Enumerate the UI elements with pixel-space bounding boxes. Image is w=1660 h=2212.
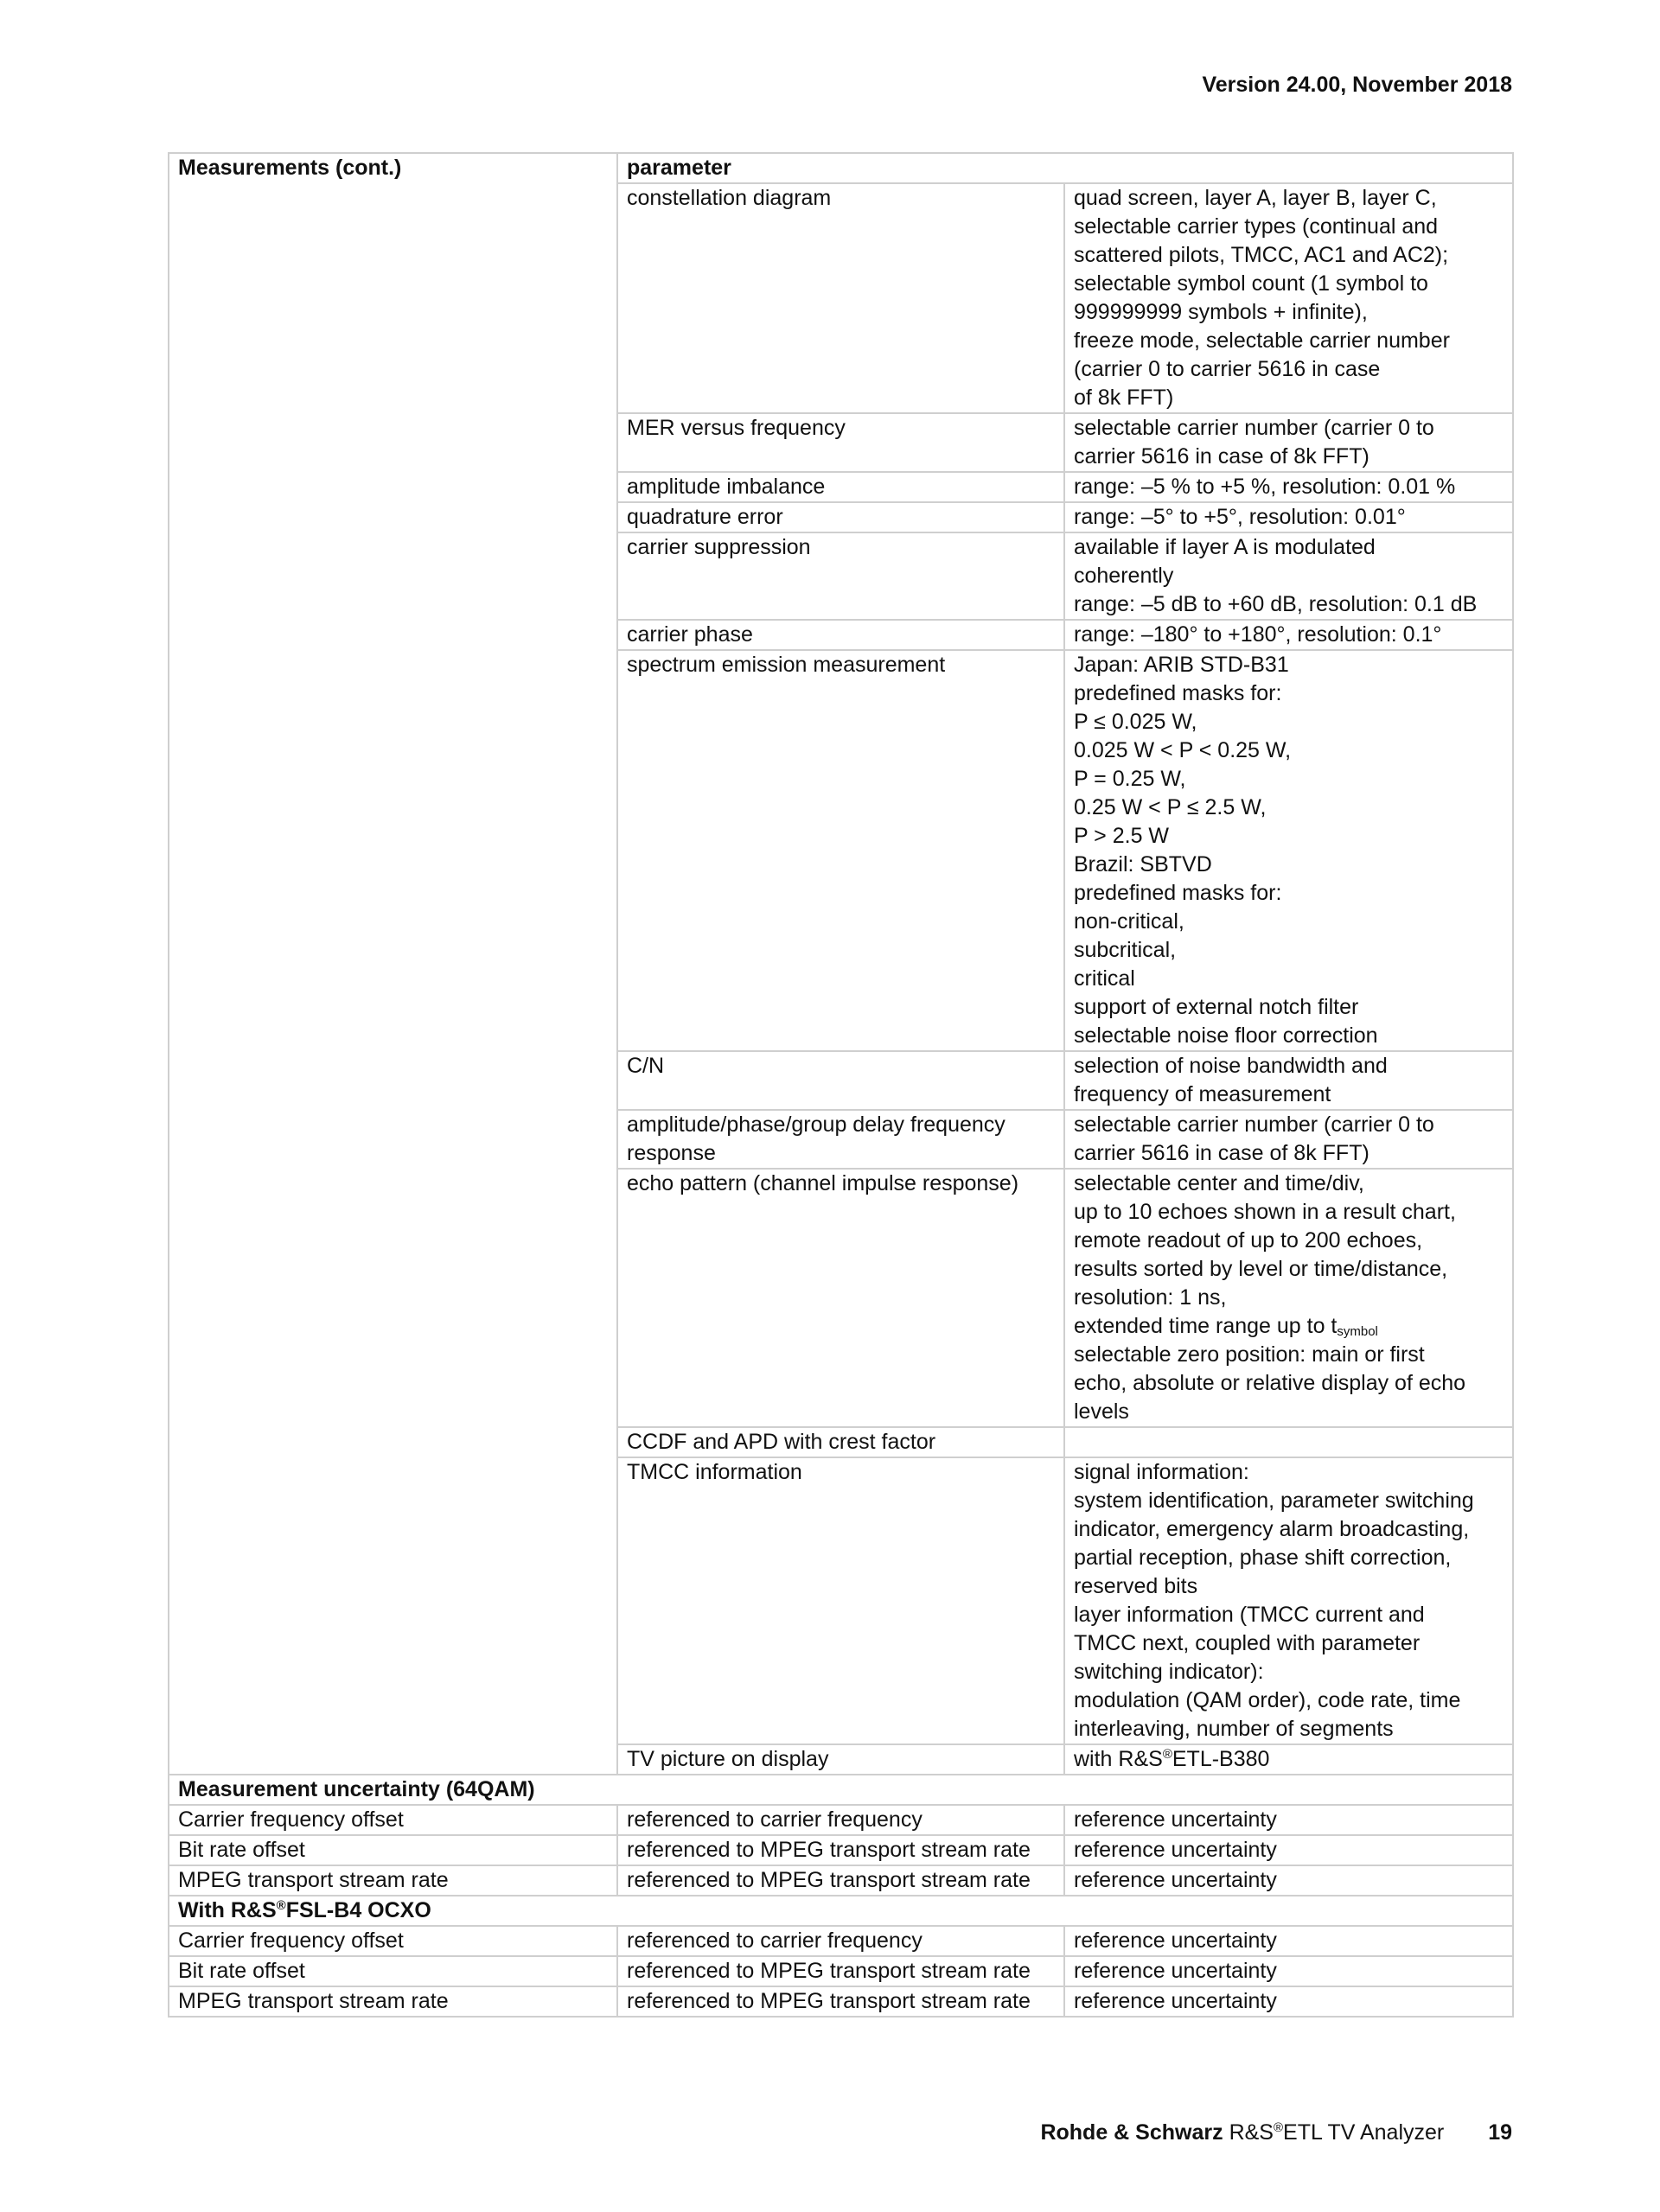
measurement-value xyxy=(1064,502,1513,532)
value-line: of 8k FFT) xyxy=(1074,386,1174,410)
measurement-value xyxy=(1064,1169,1513,1427)
uncertainty-row xyxy=(169,1835,1513,1865)
measurement-parameter: amplitude imbalance xyxy=(617,472,1064,502)
uncertainty-value: reference uncertainty xyxy=(1064,1926,1513,1956)
measurement-value xyxy=(1064,1051,1513,1110)
value-line: range: –5° to +5°, resolution: 0.01° xyxy=(1074,505,1406,529)
page-number: 19 xyxy=(1488,2120,1512,2145)
measurement-parameter: spectrum emission measurement xyxy=(617,650,1064,1051)
value-line: P > 2.5 W xyxy=(1074,824,1170,848)
measurement-parameter: TMCC information xyxy=(617,1457,1064,1744)
value-line: echo, absolute or relative display of echo xyxy=(1074,1371,1466,1395)
uncertainty-value: reference uncertainty xyxy=(1064,1835,1513,1865)
value-line: subcritical, xyxy=(1074,938,1177,962)
value-line: Japan: ARIB STD-B31 xyxy=(1074,653,1289,677)
uncertainty-reference: referenced to MPEG transport stream rate xyxy=(617,1865,1064,1896)
value-line: quad screen, layer A, layer B, layer C, xyxy=(1074,186,1437,210)
measurement-value xyxy=(1064,183,1513,413)
uncertainty-value: reference uncertainty xyxy=(1064,1956,1513,1986)
value-line: selection of noise bandwidth and xyxy=(1074,1054,1388,1078)
uncertainty-reference: referenced to MPEG transport stream rate xyxy=(617,1986,1064,2017)
measurement-value xyxy=(1064,1110,1513,1169)
uncertainty-label: Bit rate offset xyxy=(169,1835,617,1865)
uncertainty-label: MPEG transport stream rate xyxy=(169,1865,617,1896)
measurement-parameter: quadrature error xyxy=(617,502,1064,532)
measurement-value xyxy=(1064,620,1513,650)
uncertainty-row xyxy=(169,1956,1513,1986)
value-line: P = 0.25 W, xyxy=(1074,767,1186,791)
uncertainty-label: Carrier frequency offset xyxy=(169,1926,617,1956)
parameter-header: parameter xyxy=(617,153,1513,183)
page-footer xyxy=(1040,2120,1512,2145)
measurement-value xyxy=(1064,413,1513,472)
measurement-parameter: constellation diagram xyxy=(617,183,1064,413)
value-line: signal information: xyxy=(1074,1460,1249,1484)
uncertainty-value: reference uncertainty xyxy=(1064,1805,1513,1835)
value-line: predefined masks for: xyxy=(1074,681,1282,705)
footer-product: R&S®ETL TV Analyzer xyxy=(1229,2120,1445,2145)
measurement-parameter: echo pattern (channel impulse response) xyxy=(617,1169,1064,1427)
uncertainty-value: reference uncertainty xyxy=(1064,1865,1513,1896)
value-line: layer information (TMCC current and xyxy=(1074,1603,1425,1627)
value-line: P ≤ 0.025 W, xyxy=(1074,710,1197,734)
value-line: selectable carrier number (carrier 0 to xyxy=(1074,416,1434,440)
value-line: freeze mode, selectable carrier number xyxy=(1074,328,1450,353)
uncertainty-reference: referenced to carrier frequency xyxy=(617,1926,1064,1956)
uncertainty-title-row xyxy=(169,1775,1513,1805)
uncertainty-row xyxy=(169,1926,1513,1956)
value-line: range: –180° to +180°, resolution: 0.1° xyxy=(1074,622,1442,647)
value-line: switching indicator): xyxy=(1074,1660,1264,1684)
uncertainty-row xyxy=(169,1986,1513,2017)
measurement-parameter: carrier phase xyxy=(617,620,1064,650)
value-line: indicator, emergency alarm broadcasting, xyxy=(1074,1517,1470,1541)
value-line: partial reception, phase shift correction, xyxy=(1074,1546,1452,1570)
uncertainty-label: Carrier frequency offset xyxy=(169,1805,617,1835)
value-line: selectable symbol count (1 symbol to xyxy=(1074,271,1428,296)
value-line: range: –5 % to +5 %, resolution: 0.01 % xyxy=(1074,475,1456,499)
measurement-parameter: TV picture on display xyxy=(617,1744,1064,1775)
value-line: resolution: 1 ns, xyxy=(1074,1285,1227,1310)
value-line: predefined masks for: xyxy=(1074,881,1282,905)
value-line: frequency of measurement xyxy=(1074,1082,1331,1106)
value-line: results sorted by level or time/distance, xyxy=(1074,1257,1448,1281)
value-line: range: –5 dB to +60 dB, resolution: 0.1 dB xyxy=(1074,592,1478,616)
symbol-subscript: symbol xyxy=(1337,1324,1378,1339)
uncertainty-reference: referenced to MPEG transport stream rate xyxy=(617,1835,1064,1865)
uncertainty-title: Measurement uncertainty (64QAM) xyxy=(169,1775,1513,1805)
uncertainty-value: reference uncertainty xyxy=(1064,1986,1513,2017)
value-line: TMCC next, coupled with parameter xyxy=(1074,1631,1421,1655)
measurement-parameter: carrier suppression xyxy=(617,532,1064,620)
spec-table xyxy=(168,152,1514,2018)
value-line: extended time range up to $t_{symbol}$ xyxy=(1074,1314,1378,1339)
value-line: selectable zero position: main or first xyxy=(1074,1342,1425,1367)
value-line: selectable noise floor correction xyxy=(1074,1023,1378,1048)
uncertainty-row xyxy=(169,1805,1513,1835)
value-line: 0.025 W < P < 0.25 W, xyxy=(1074,738,1292,762)
value-line: critical xyxy=(1074,966,1135,991)
version-header: Version 24.00, November 2018 xyxy=(1202,73,1512,97)
value-line: non-critical, xyxy=(1074,909,1184,934)
value-line: (carrier 0 to carrier 5616 in case xyxy=(1074,357,1381,381)
measurement-value xyxy=(1064,532,1513,620)
value-line: levels xyxy=(1074,1399,1129,1424)
uncertainty-label: MPEG transport stream rate xyxy=(169,1986,617,2017)
value-line: carrier 5616 in case of 8k FFT) xyxy=(1074,444,1370,469)
ocxo-title: With R&S®FSL-B4 OCXO xyxy=(169,1896,1513,1926)
uncertainty-label: Bit rate offset xyxy=(169,1956,617,1986)
value-line: modulation (QAM order), code rate, time xyxy=(1074,1688,1461,1712)
value-line: system identification, parameter switching xyxy=(1074,1488,1474,1513)
value-line: scattered pilots, TMCC, AC1 and AC2); xyxy=(1074,243,1449,267)
measurement-parameter: MER versus frequency xyxy=(617,413,1064,472)
measurement-value xyxy=(1064,472,1513,502)
measurement-value xyxy=(1064,1457,1513,1744)
value-line: selectable carrier number (carrier 0 to xyxy=(1074,1112,1434,1137)
uncertainty-row xyxy=(169,1865,1513,1896)
measurement-value xyxy=(1064,650,1513,1051)
value-line: selectable center and time/div, xyxy=(1074,1171,1364,1195)
measurements-header-row xyxy=(169,153,1513,183)
value-line: 0.25 W < P ≤ 2.5 W, xyxy=(1074,795,1267,819)
ocxo-title-row xyxy=(169,1896,1513,1926)
measurement-value xyxy=(1064,1427,1513,1457)
value-line: Brazil: SBTVD xyxy=(1074,852,1212,877)
value-line: coherently xyxy=(1074,564,1174,588)
value-line: remote readout of up to 200 echoes, xyxy=(1074,1228,1423,1253)
value-line: reserved bits xyxy=(1074,1574,1198,1598)
value-line: available if layer A is modulated xyxy=(1074,535,1376,559)
measurement-parameter: amplitude/phase/group delay frequency response xyxy=(617,1110,1064,1169)
measurement-parameter: CCDF and APD with crest factor xyxy=(617,1427,1064,1457)
value-line: interleaving, number of segments xyxy=(1074,1717,1394,1741)
value-line: support of external notch filter xyxy=(1074,995,1359,1019)
section-label: Measurements (cont.) xyxy=(169,153,617,1775)
footer-company: Rohde & Schwarz xyxy=(1040,2120,1223,2145)
value-line: 999999999 symbols + infinite), xyxy=(1074,300,1368,324)
value-line: up to 10 echoes shown in a result chart, xyxy=(1074,1200,1456,1224)
value-line: carrier 5616 in case of 8k FFT) xyxy=(1074,1141,1370,1165)
value-line: selectable carrier types (continual and xyxy=(1074,214,1439,239)
uncertainty-reference: referenced to MPEG transport stream rate xyxy=(617,1956,1064,1986)
uncertainty-reference: referenced to carrier frequency xyxy=(617,1805,1064,1835)
measurement-value: with R&S®ETL-B380 xyxy=(1064,1744,1513,1775)
measurement-parameter: C/N xyxy=(617,1051,1064,1110)
